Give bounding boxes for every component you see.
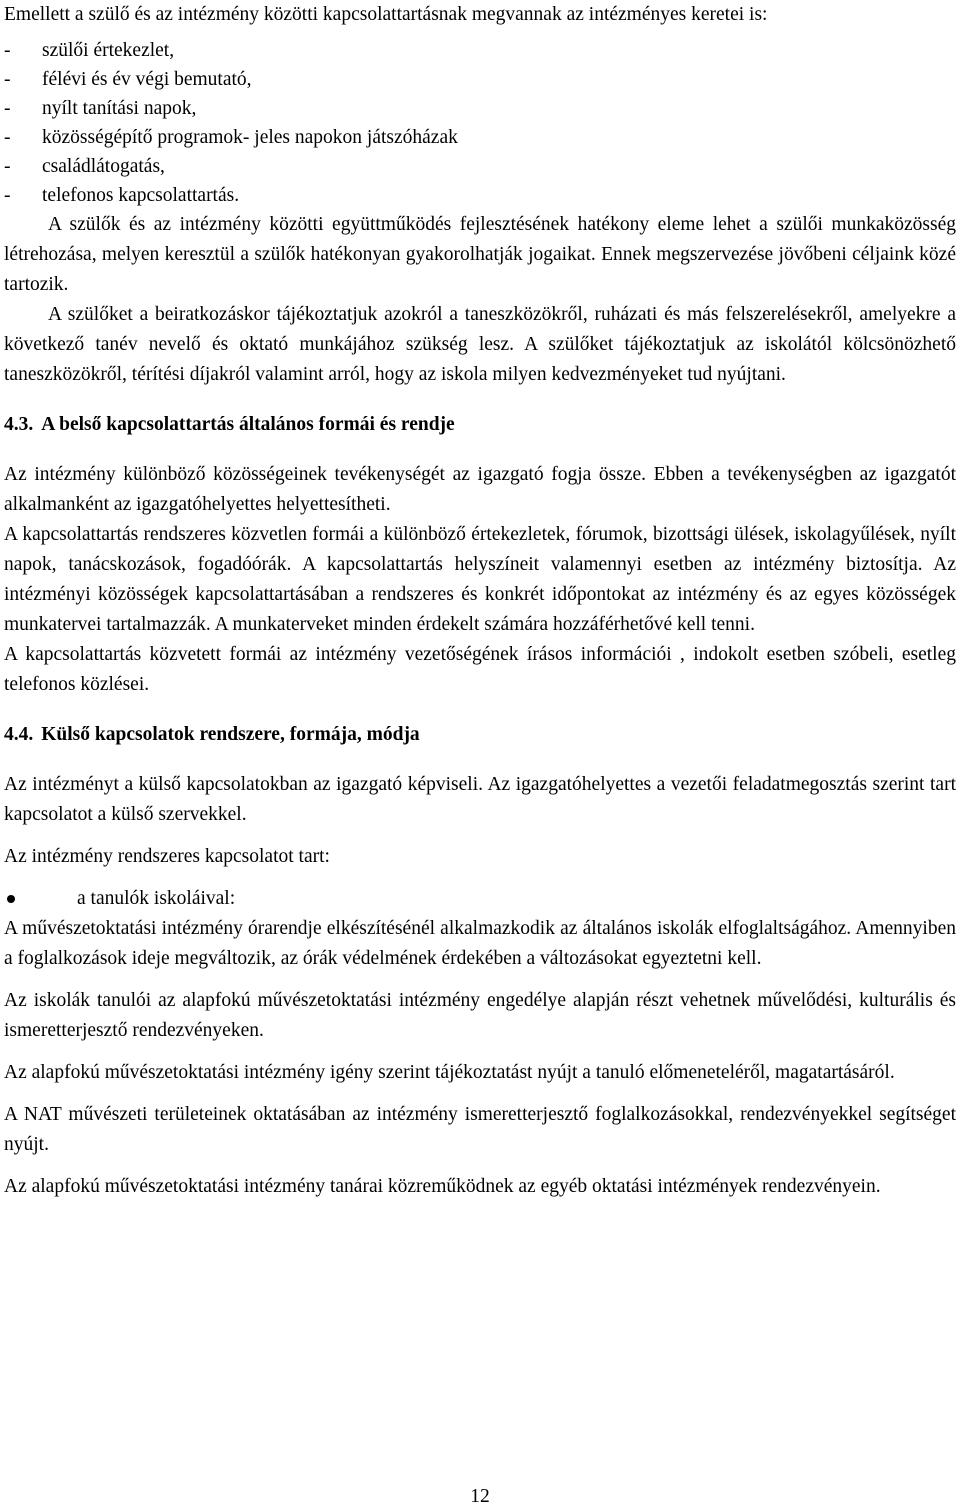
dash-marker: - xyxy=(4,127,11,148)
section-4-3-paragraph-3: A kapcsolattartás közvetett formái az intézmény vezetőségének írásos információi , indokolt esetben szóbeli, esetleg telefonos közlései. xyxy=(4,644,956,695)
list-item xyxy=(4,65,956,94)
list-item-text: családlátogatás, xyxy=(42,156,165,177)
list-item-text: közösségépítő programok- jeles napokon játszóházak xyxy=(42,127,458,148)
document-page xyxy=(4,0,956,1202)
dash-marker: - xyxy=(4,156,11,177)
section-4-4-paragraph-7: Az alapfokú művészetoktatási intézmény tanárai közreműködnek az egyéb oktatási intézmények rendezvényein. xyxy=(4,1176,881,1197)
section-heading-4-4 xyxy=(4,720,956,750)
list-item xyxy=(4,36,956,65)
bullet-text: a tanulók iskoláival: xyxy=(77,888,236,909)
section-title: A belső kapcsolattartás általános formái és rendje xyxy=(41,414,455,435)
section-4-4-paragraph-5: Az alapfokú művészetoktatási intézmény igény szerint tájékoztatást nyújt a tanuló előmeneteléről, magatartásáról. xyxy=(4,1062,895,1083)
cooperation-paragraph: A szülők és az intézmény közötti együttműködés fejlesztésének hatékony eleme lehet a szülői munkaközösség létrehozása, melyen keresztül a szülők hatékonyan gyakorolhatják jogaikat. Ennek megszervezése jövőbeni céljaink közé tartozik. xyxy=(4,214,956,295)
list-item-text: félévi és év végi bemutató, xyxy=(42,69,252,90)
list-item-text: szülői értekezlet, xyxy=(42,40,175,61)
section-4-4-paragraph-3: A művészetoktatási intézmény órarendje elkészítésénél alkalmazkodik az általános iskolák elfoglaltságához. Amennyiben a foglalkozások ideje megváltozik, az órák védelmének érdekében a változásokat egyeztetni kell. xyxy=(4,918,956,969)
list-item xyxy=(4,181,956,210)
section-number: 4.4. xyxy=(4,724,34,745)
page-number: 12 xyxy=(470,1486,490,1507)
list-item xyxy=(4,123,956,152)
list-item-text: nyílt tanítási napok, xyxy=(42,98,197,119)
enrollment-paragraph: A szülőket a beiratkozáskor tájékoztatjuk azokról a taneszközökről, ruházati és más felszerelésekről, amelyekre a következő tanév nevelő és oktató munkájához szükség lesz. A szülőket tájékoztatjuk az iskolától kölcsönözhető taneszközökről, térítési díjakról valamint arról, hogy az iskola milyen kedvezményeket tud nyújtani. xyxy=(4,304,956,385)
intro-paragraph: Emellett a szülő és az intézmény közötti kapcsolattartásnak megvannak az intézményes keretei is: xyxy=(4,4,768,25)
bullet-list-item xyxy=(4,884,956,914)
dash-marker: - xyxy=(4,40,11,61)
dash-marker: - xyxy=(4,98,11,119)
section-4-3-paragraph-2: A kapcsolattartás rendszeres közvetlen formái a különböző értekezletek, fórumok, bizottsági ülések, iskolagyűlések, nyílt napok, tanácskozások, fogadóórák. A kapcsolattartás helyszíneit valamennyi esetben az intézmény biztosítja. Az intézményi közösségek kapcsolattartásában a rendszeres és konkrét időpontokat az intézmény és az egyes közösségek munkatervei tartalmazzák. A munkaterveket minden érdekelt számára hozzáférhetővé kell tenni. xyxy=(4,524,956,635)
contact-forms-list xyxy=(4,36,956,210)
list-item xyxy=(4,152,956,181)
section-4-3-paragraph-1: Az intézmény különböző közösségeinek tevékenységét az igazgató fogja össze. Ebben a tevékenységben az igazgatót alkalmanként az igazgatóhelyettes helyettesítheti. xyxy=(4,464,956,515)
dash-marker: - xyxy=(4,185,11,206)
section-title: Külső kapcsolatok rendszere, formája, módja xyxy=(41,724,420,745)
section-4-4-paragraph-4: Az iskolák tanulói az alapfokú művészetoktatási intézmény engedélye alapján részt vehetnek művelődési, kulturális és ismeretterjesztő rendezvényeken. xyxy=(4,990,956,1041)
list-item xyxy=(4,94,956,123)
list-item-text: telefonos kapcsolattartás. xyxy=(42,185,240,206)
section-4-4-paragraph-2: Az intézmény rendszeres kapcsolatot tart: xyxy=(4,846,330,867)
dash-marker: - xyxy=(4,69,11,90)
section-4-4-paragraph-1: Az intézményt a külső kapcsolatokban az igazgató képviseli. Az igazgatóhelyettes a vezetői feladatmegosztás szerint tart kapcsolatot a külső szervekkel. xyxy=(4,774,956,825)
section-heading-4-3 xyxy=(4,410,956,440)
section-number: 4.3. xyxy=(4,414,34,435)
section-4-4-paragraph-6: A NAT művészeti területeinek oktatásában az intézmény ismeretterjesztő foglalkozásokkal, rendezvényekkel segítséget nyújt. xyxy=(4,1104,956,1155)
bullet-icon xyxy=(7,895,15,903)
